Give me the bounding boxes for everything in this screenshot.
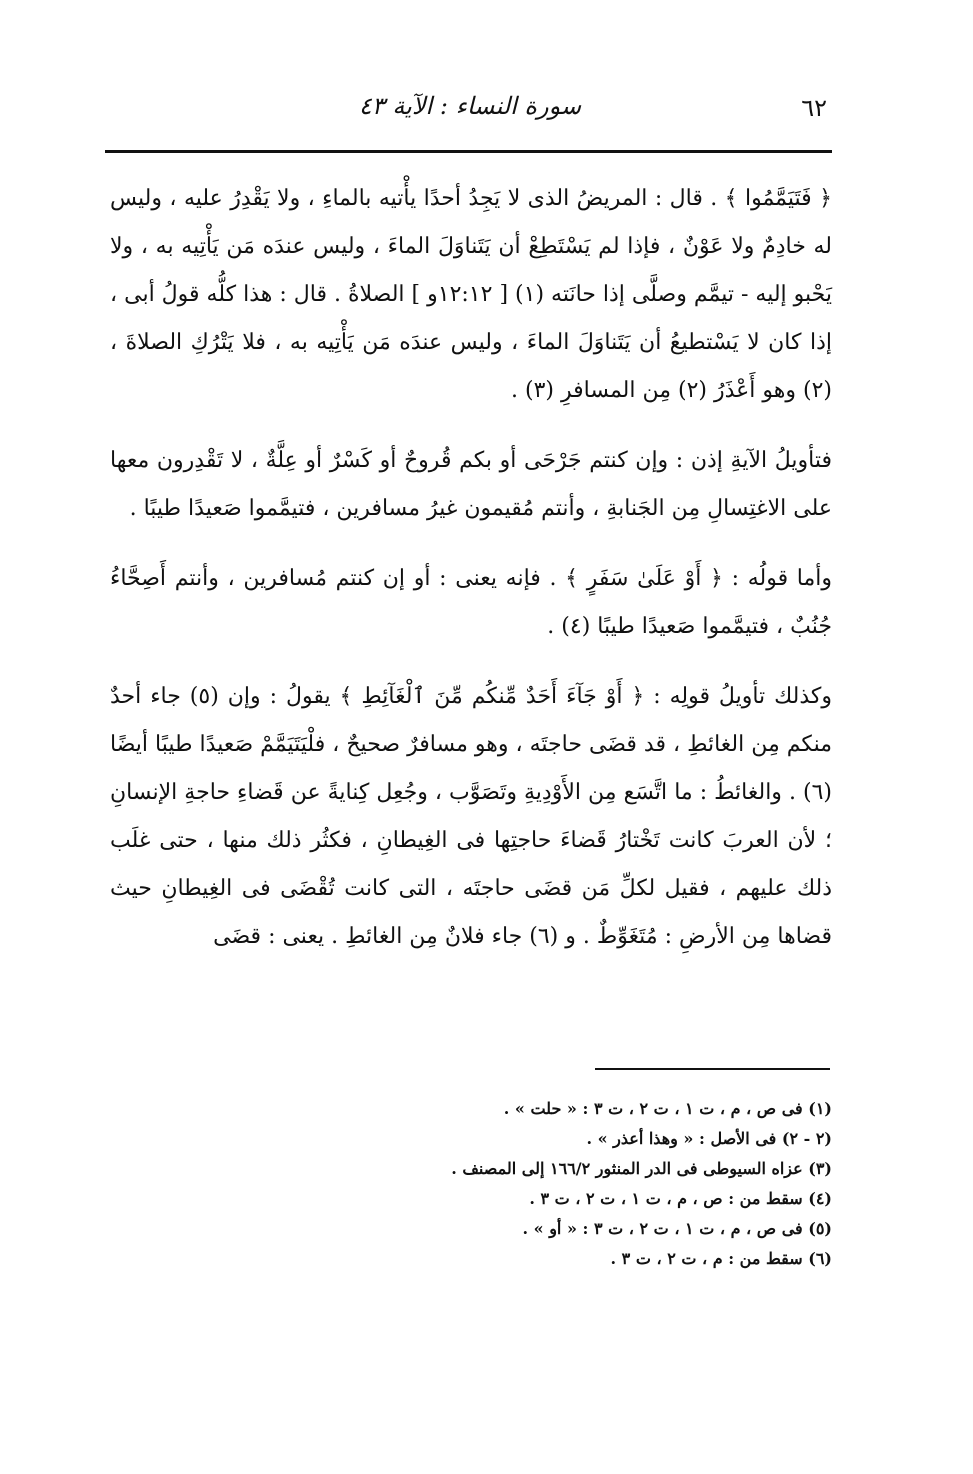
footnotes — [300, 1094, 832, 1274]
paragraph: ﴿ فَتَيَمَّمُوا ﴾ . قال : المريضُ الذى لا يَجِدُ أحدًا يأْتيه بالماءِ ، ولا يَقْدِرُ عليه ، وليس له خادِمٌ ولا عَوْنٌ ، فإذا لم يَسْتَطِعْ أن يَتَناوَلَ الماءَ ، وليس عندَه مَن يَأْتِيه به ، ولا يَحْبو إليه - تيمَّم وصلَّى إذا حانَته (١) [ ١٢:١٢و ] الصلاةُ . قال : هذا كلُّه قولُ أبى ، إذا كان لا يَسْتطيعُ أن يَتَناوَلَ الماءَ ، وليس عندَه مَن يَأْتِيه به ، فلا يَتْرُكِ الصلاةَ ، (٢) وهو أَعْذَرُ (٢) مِن المسافرِ (٣) . — [110, 186, 832, 403]
running-title: سورة النساء : الآية ٤٣ — [358, 92, 582, 120]
paragraph: وأما قولُه : ﴿ أَوْ عَلَىٰ سَفَرٍ ﴾ . فإنه يعنى : أو إن كنتم مُسافرين ، وأنتم أَصِحَّاءُ جُنُبٌ ، فتيمَّموا صَعيدًا طيبًا (٤) . — [110, 566, 832, 639]
footnote: (٥) فى ص ، م ، ت ١ ، ت ٢ ، ت ٣ : « أو » . — [522, 1219, 832, 1238]
footnote: (١) فى ص ، م ، ت ١ ، ت ٢ ، ت ٣ : « حلت » . — [503, 1099, 832, 1118]
footnote: (٦) سقط من : م ، ت ٢ ، ت ٣ . — [610, 1249, 832, 1268]
page-number: ٦٢ — [801, 94, 827, 122]
footnote: (٢ - ٢) فى الأصل : « وهذا أعذر » . — [586, 1129, 832, 1148]
footnote: (٤) سقط من : ص ، م ، ت ١ ، ت ٢ ، ت ٣ . — [529, 1189, 832, 1208]
paragraph: وكذلك تأويلُ قولِه : ﴿ أَوْ جَآءَ أَحَدٌ مِّنكُم مِّنَ ٱلْغَآئِطِ ﴾ يقولُ : وإن (٥) جاء أحدٌ منكم مِن الغائطِ ، قد قضَى حاجتَه ، وهو مسافرٌ صحيحٌ ، فلْيَتَيَمَّمْ صَعيدًا طيبًا أيضًا (٦) . والغائطُ : ما اتَّسَع مِن الأَوْدِيةِ وتَصَوَّب ، وجُعِل كِنايةً عن قَضاءِ حاجةِ الإنسانِ ؛ لأن العربَ كانت تَخْتارُ قَضاءَ حاجتِها فى الغِيطانِ ، فكثُر ذلك منها ، حتى غلَب ذلك عليهم ، فقيل لكلِّ مَن قضَى حاجتَه ، التى كانت تُقْضَى فى الغِيطانِ حيث قضاها مِن الأرضِ : مُتَغَوِّطٌ . و (٦) جاء فلانٌ مِن الغائطِ . يعنى : قضَى — [110, 684, 833, 949]
footnote-divider — [595, 1068, 830, 1070]
main-text — [110, 175, 832, 983]
paragraph: فتأويلُ الآيةِ إذن : وإن كنتم جَرْحَى أو بكم قُروحٌ أو كَسْرٌ أو عِلَّةٌ ، لا تَقْدِرون معها على الاغتِسالِ مِن الجَنابةِ ، وأنتم مُقيمون غيرُ مسافرين ، فتيمَّموا صَعيدًا طيبًا . — [110, 448, 832, 521]
page-header — [105, 92, 835, 132]
header-divider — [105, 150, 832, 153]
footnote: (٣) عزاه السيوطى فى الدر المنثور ١٦٦/٢ إلى المصنف . — [451, 1159, 832, 1178]
